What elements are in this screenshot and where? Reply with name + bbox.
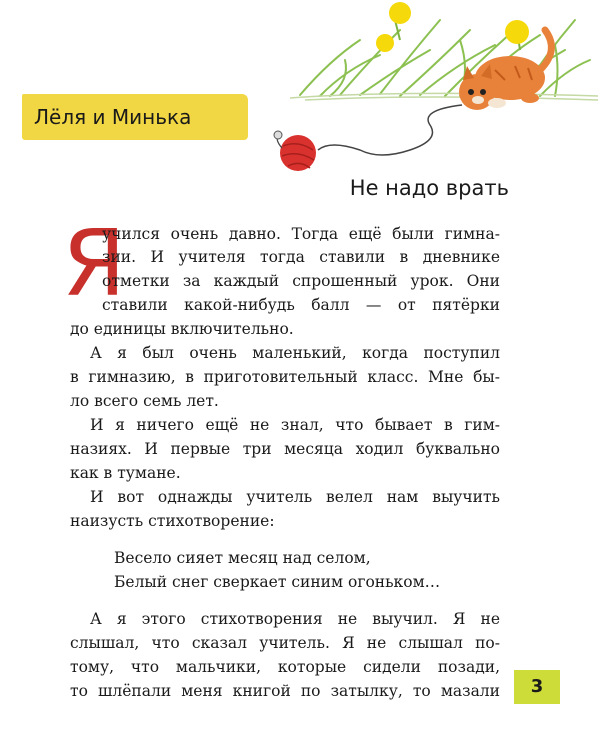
text-line: И вот однажды учитель велел нам выучить bbox=[90, 488, 500, 506]
text-line: А я был очень маленький, когда поступил bbox=[90, 344, 500, 362]
text-line: назиях. И первые три месяца ходил буквально bbox=[70, 440, 500, 458]
text-line: ставили какой-нибудь балл — от пятёрки bbox=[102, 296, 500, 314]
text-line: зии. И учителя тогда ставили в дневнике bbox=[102, 248, 500, 266]
text-line: И я ничего ещё не знал, что бывает в гим- bbox=[90, 416, 500, 434]
text-line: как в тумане. bbox=[70, 464, 181, 482]
text-line: то шлёпали меня книгой по затылку, то мазали bbox=[70, 682, 500, 700]
poem-line: Белый снег сверкает синим огоньком… bbox=[114, 573, 441, 591]
text-line: учился очень давно. Тогда ещё были гимна- bbox=[102, 225, 500, 243]
section-title: Лёля и Минька bbox=[34, 105, 192, 129]
text-line: ло всего семь лет. bbox=[70, 392, 219, 410]
text-line: наизусть стихотворение: bbox=[70, 512, 275, 530]
kitten-icon bbox=[459, 30, 551, 110]
story-title: Не надо врать bbox=[349, 176, 509, 200]
yarn-ball-icon bbox=[274, 131, 316, 171]
text-line: слышал, что сказал учитель. Я не слышал по- bbox=[70, 634, 500, 652]
kitten-illustration bbox=[0, 0, 600, 175]
poem-line: Весело сияет месяц над селом, bbox=[114, 549, 371, 567]
text-line: тому, что мальчики, которые сидели позади, bbox=[70, 658, 500, 676]
drop-cap: Я bbox=[62, 210, 126, 317]
text-line: А я этого стихотворения не выучил. Я не bbox=[90, 610, 500, 628]
text-line: отметки за каждый спрошенный урок. Они bbox=[102, 272, 500, 290]
dandelion-icon bbox=[376, 2, 529, 52]
text-line: в гимназию, в приготовительный класс. Мне бы- bbox=[70, 368, 500, 386]
text-line: до единицы включительно. bbox=[70, 320, 294, 338]
page-number: 3 bbox=[530, 676, 544, 697]
